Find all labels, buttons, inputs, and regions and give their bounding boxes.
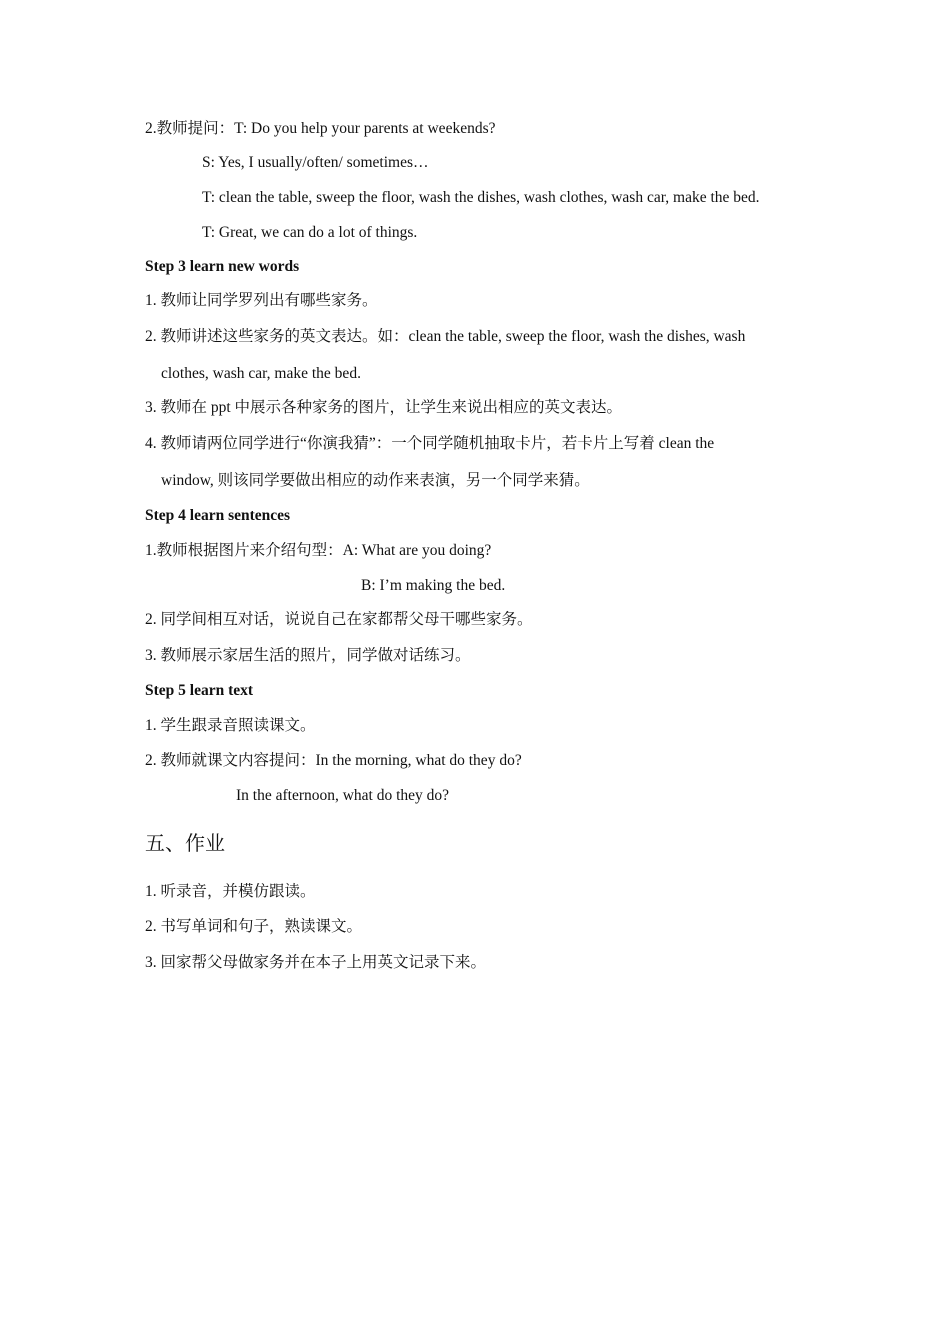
step5-item-1: 1. 学生跟录音照读课文。	[145, 717, 316, 734]
step2-student-line: S: Yes, I usually/often/ sometimes…	[202, 154, 429, 171]
step4-item-1-reply: B: I’m making the bed.	[361, 577, 506, 594]
step3-item-3: 3. 教师在 ppt 中展示各种家务的图片，让学生来说出相应的英文表达。	[145, 399, 623, 416]
homework-item-2: 2. 书写单词和句子，熟读课文。	[145, 918, 363, 935]
homework-item-3: 3. 回家帮父母做家务并在本子上用英文记录下来。	[145, 954, 487, 971]
step2-teacher-line-1: T: clean the table, sweep the floor, wash the dishes, wash clothes, wash car, make the bed.	[202, 189, 760, 206]
step3-item-4-line-2: window, 则该同学要做出相应的动作来表演，另一个同学来猜。	[161, 472, 590, 489]
step4-item-2: 2. 同学间相互对话，说说自己在家都帮父母干哪些家务。	[145, 611, 533, 628]
step3-heading: Step 3 learn new words	[145, 258, 300, 275]
step5-item-2: 2. 教师就课文内容提问：In the morning, what do they do?	[145, 752, 522, 769]
step4-item-3: 3. 教师展示家居生活的照片，同学做对话练习。	[145, 647, 471, 664]
step4-item-1: 1.教师根据图片来介绍句型：A: What are you doing?	[145, 542, 492, 559]
step5-heading: Step 5 learn text	[145, 682, 254, 699]
step3-item-2-line-1: 2. 教师讲述这些家务的英文表达。如：clean the table, sweep the floor, wash the dishes, wash	[145, 328, 746, 345]
homework-item-1: 1. 听录音，并模仿跟读。	[145, 883, 316, 900]
step3-item-2-line-2: clothes, wash car, make the bed.	[161, 365, 361, 382]
step3-item-4-line-1: 4. 教师请两位同学进行“你演我猜”：一个同学随机抽取卡片，若卡片上写着 clean the	[145, 435, 715, 452]
step2-question-line: 2.教师提问：T: Do you help your parents at weekends?	[145, 120, 496, 137]
step4-heading: Step 4 learn sentences	[145, 507, 291, 524]
step2-teacher-line-2: T: Great, we can do a lot of things.	[202, 224, 418, 241]
step5-item-2-followup: In the afternoon, what do they do?	[236, 787, 450, 804]
step3-item-1: 1. 教师让同学罗列出有哪些家务。	[145, 292, 378, 309]
homework-heading: 五、作业	[145, 831, 225, 855]
